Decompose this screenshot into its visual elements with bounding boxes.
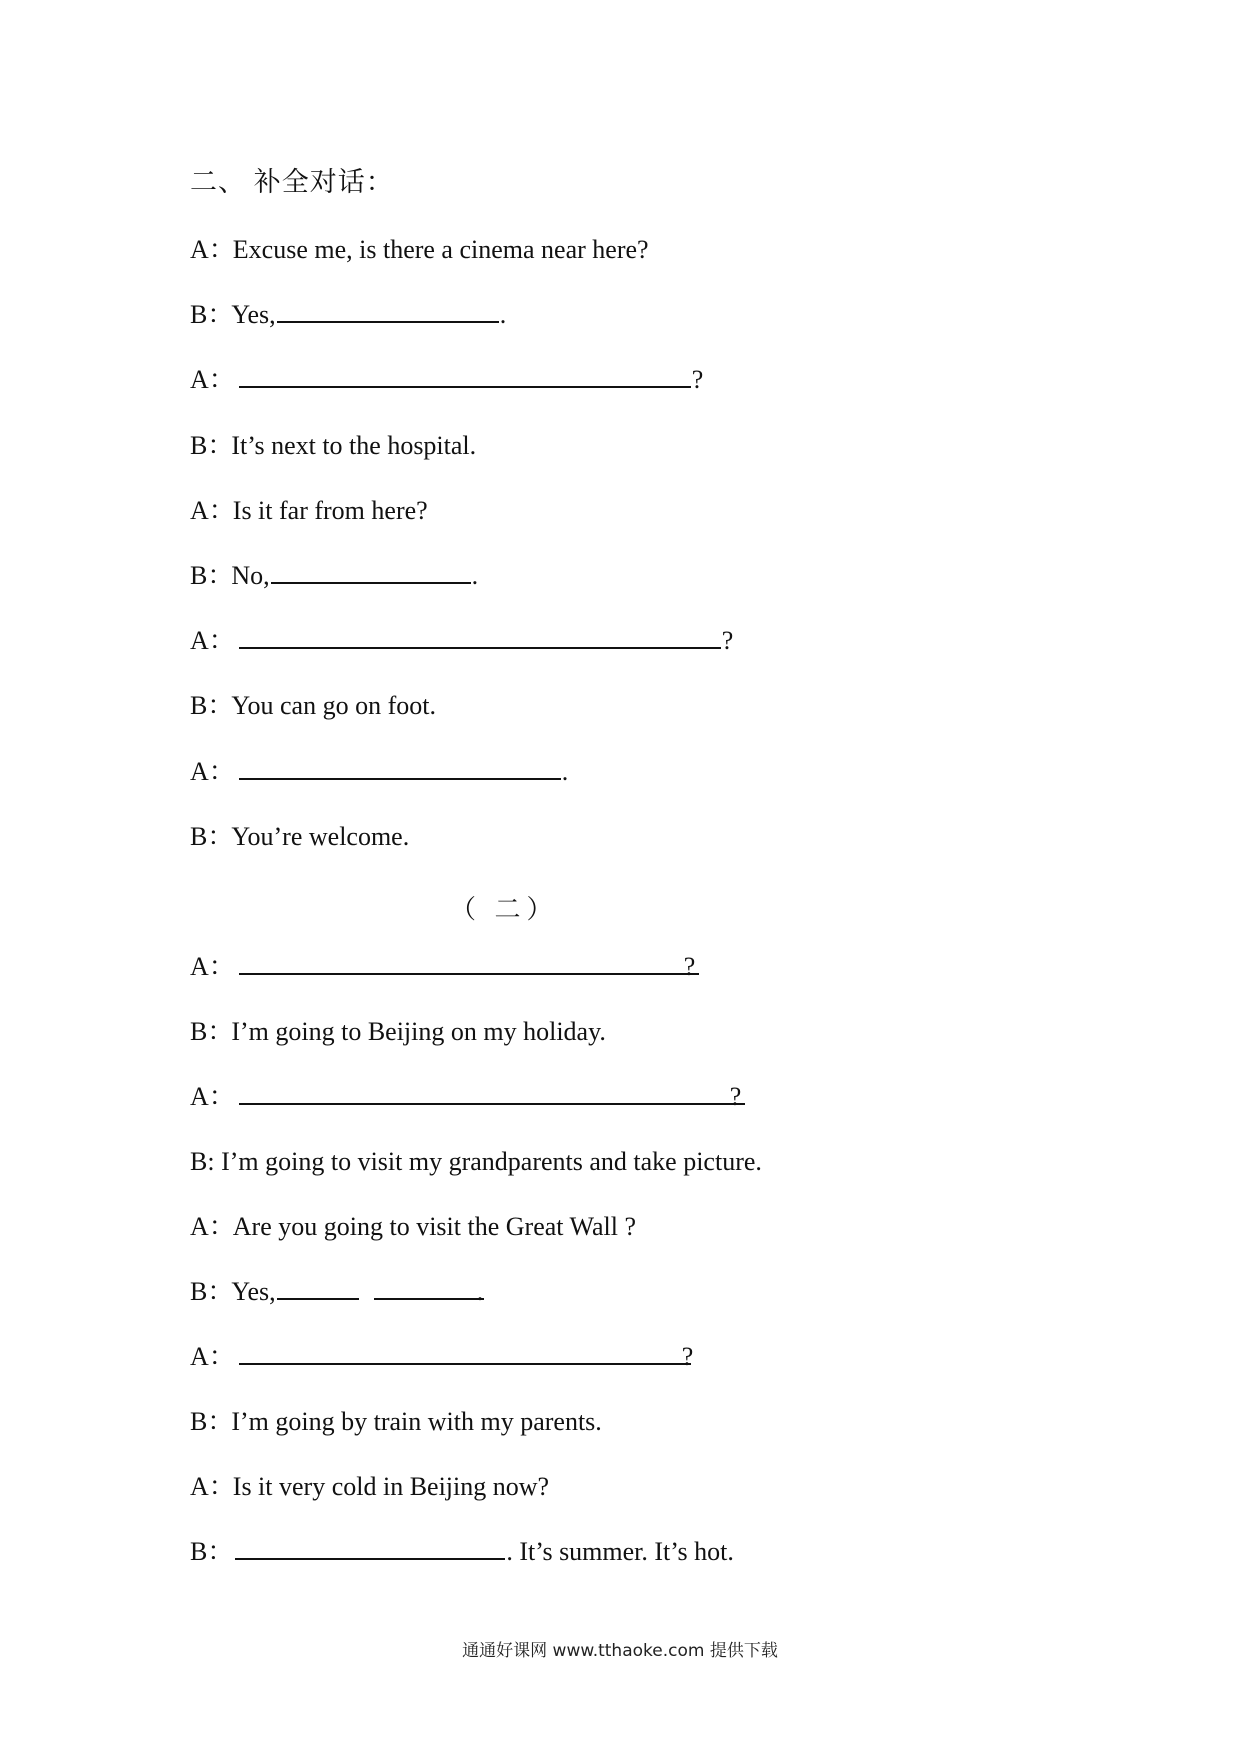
dialogue-line bbox=[190, 1536, 734, 1568]
speaker-label: A bbox=[190, 235, 209, 264]
line-suffix: . It’s summer. It’s hot. bbox=[506, 1537, 734, 1566]
line-suffix: . bbox=[471, 561, 479, 590]
dialogue-line bbox=[190, 1146, 762, 1178]
line-suffix: ? bbox=[729, 1082, 742, 1111]
part-two-label: （ 二） bbox=[450, 895, 559, 924]
line-text: You can go on foot. bbox=[231, 691, 436, 720]
speaker-label: B bbox=[190, 822, 208, 851]
line-suffix: . bbox=[499, 300, 507, 329]
speaker-label: B bbox=[190, 1277, 208, 1306]
speaker-colon: ： bbox=[207, 431, 234, 460]
speaker-label: B bbox=[190, 1407, 208, 1436]
speaker-colon: ： bbox=[207, 300, 234, 329]
speaker-label: A bbox=[190, 952, 209, 981]
answer-blank[interactable] bbox=[239, 364, 691, 388]
line-text: Are you going to visit the Great Wall ? bbox=[232, 1212, 637, 1241]
dialogue-line bbox=[190, 495, 428, 527]
section-heading: 二、 补全对话： bbox=[190, 167, 394, 197]
speaker-colon: ： bbox=[208, 1472, 235, 1501]
speaker-label: A bbox=[190, 757, 209, 786]
speaker-label: B bbox=[190, 561, 208, 590]
answer-blank[interactable] bbox=[239, 1081, 745, 1105]
speaker-colon: ： bbox=[208, 1212, 235, 1241]
speaker-colon: ： bbox=[208, 952, 235, 981]
speaker-label: A bbox=[190, 626, 209, 655]
line-text: I’m going to visit my grandparents and take picture. bbox=[221, 1147, 762, 1176]
speaker-colon: ： bbox=[208, 235, 235, 264]
dialogue-line bbox=[190, 1081, 741, 1113]
speaker-colon: ： bbox=[208, 365, 235, 394]
dialogue-line bbox=[190, 625, 733, 657]
footer-credit: 通通好课网 www.tthaoke.com 提供下载 bbox=[462, 1641, 778, 1661]
line-text: Yes, bbox=[231, 1277, 276, 1306]
speaker-colon: : bbox=[207, 1147, 222, 1176]
dialogue-line bbox=[190, 951, 695, 983]
speaker-colon: ： bbox=[208, 1082, 235, 1111]
speaker-colon: ： bbox=[207, 1537, 234, 1566]
answer-blank[interactable] bbox=[277, 1276, 359, 1300]
dialogue-line bbox=[190, 560, 478, 592]
speaker-colon: ： bbox=[207, 1017, 234, 1046]
dialogue-line bbox=[190, 430, 476, 462]
speaker-label: A bbox=[190, 1212, 209, 1241]
speaker-label: A bbox=[190, 496, 209, 525]
speaker-label: B bbox=[190, 300, 208, 329]
speaker-colon: ： bbox=[207, 822, 234, 851]
speaker-label: B bbox=[190, 431, 208, 460]
line-suffix: . bbox=[561, 757, 569, 786]
answer-blank[interactable] bbox=[239, 951, 699, 975]
dialogue-line bbox=[190, 234, 649, 266]
line-text: I’m going by train with my parents. bbox=[231, 1407, 602, 1436]
speaker-label: A bbox=[190, 1082, 209, 1111]
speaker-colon: ： bbox=[208, 626, 235, 655]
line-text: Excuse me, is there a cinema near here? bbox=[232, 235, 649, 264]
speaker-label: B bbox=[190, 1537, 208, 1566]
answer-blank[interactable] bbox=[239, 1341, 691, 1365]
speaker-label: A bbox=[190, 1472, 209, 1501]
dialogue-line bbox=[190, 1471, 549, 1503]
speaker-label: A bbox=[190, 1342, 209, 1371]
line-text: I’m going to Beijing on my holiday. bbox=[231, 1017, 606, 1046]
line-text: Is it very cold in Beijing now? bbox=[232, 1472, 550, 1501]
line-suffix: ? bbox=[681, 1342, 694, 1371]
answer-blank[interactable] bbox=[235, 1536, 505, 1560]
dialogue-line bbox=[190, 1406, 602, 1438]
answer-blank[interactable] bbox=[277, 299, 499, 323]
dialogue-line bbox=[190, 1016, 606, 1048]
answer-blank[interactable] bbox=[239, 625, 721, 649]
answer-blank[interactable] bbox=[271, 560, 471, 584]
speaker-colon: ： bbox=[207, 1407, 234, 1436]
dialogue-line bbox=[190, 821, 409, 853]
line-suffix: ? bbox=[721, 626, 734, 655]
line-suffix: . bbox=[476, 1277, 484, 1306]
speaker-colon: ： bbox=[207, 691, 234, 720]
dialogue-line bbox=[190, 299, 506, 331]
dialogue-line bbox=[190, 364, 703, 396]
line-text: Yes, bbox=[231, 300, 276, 329]
dialogue-line bbox=[190, 1211, 636, 1243]
speaker-label: B bbox=[190, 1147, 208, 1176]
answer-blank[interactable] bbox=[239, 756, 561, 780]
dialogue-line bbox=[190, 690, 436, 722]
line-text: It’s next to the hospital. bbox=[231, 431, 477, 460]
line-text: Is it far from here? bbox=[232, 496, 428, 525]
dialogue-line bbox=[190, 1341, 693, 1373]
line-suffix: ? bbox=[691, 365, 704, 394]
speaker-label: B bbox=[190, 691, 208, 720]
dialogue-line bbox=[190, 1276, 483, 1308]
speaker-colon: ： bbox=[207, 1277, 234, 1306]
dialogue-line bbox=[190, 756, 568, 788]
speaker-label: A bbox=[190, 365, 209, 394]
speaker-colon: ： bbox=[208, 1342, 235, 1371]
line-text: You’re welcome. bbox=[231, 822, 410, 851]
speaker-colon: ： bbox=[208, 496, 235, 525]
speaker-label: B bbox=[190, 1017, 208, 1046]
line-suffix: ? bbox=[683, 952, 696, 981]
speaker-colon: ： bbox=[207, 561, 234, 590]
speaker-colon: ： bbox=[208, 757, 235, 786]
line-text: No, bbox=[231, 561, 270, 590]
answer-blank[interactable] bbox=[374, 1276, 484, 1300]
